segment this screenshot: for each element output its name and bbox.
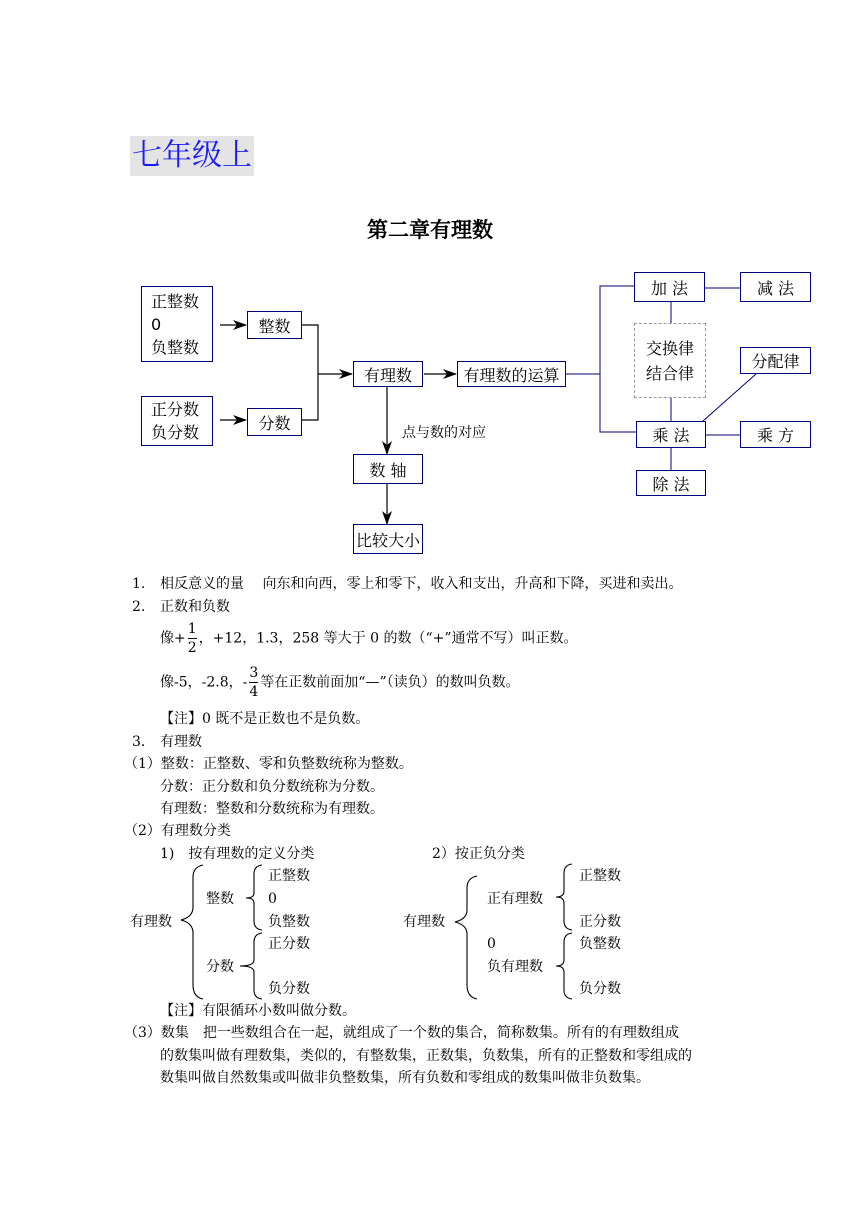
brace-neg-rational-2 xyxy=(556,933,572,999)
node-distributive: 分配律 xyxy=(740,347,811,374)
c1-integer: 整数 xyxy=(206,891,234,907)
sub-1-fractions: 分数：正分数和负分数统称为分数。 xyxy=(160,779,384,795)
c1-root: 有理数 xyxy=(130,914,172,930)
c2-neg-frac: 负分数 xyxy=(579,981,621,997)
note-finite-decimal: 【注】有限循环小数叫做分数。 xyxy=(160,1003,356,1019)
c2-neg-int: 负整数 xyxy=(579,936,621,952)
node-integer: 整数 xyxy=(247,311,302,339)
brace-rational-2 xyxy=(455,876,477,999)
c2-zero: 0 xyxy=(487,936,496,952)
node-commutative-label: 交换律 xyxy=(645,338,694,358)
node-neg-frac-label: 负分数 xyxy=(151,423,200,442)
note-zero: 【注】0 既不是正数也不是负数。 xyxy=(160,711,370,727)
item-3-text: 有理数 xyxy=(160,734,202,750)
c2-pos-frac: 正分数 xyxy=(579,914,621,930)
brace-pos-rational-2 xyxy=(556,864,572,930)
classification-1-heading: 1) 按有理数的定义分类 xyxy=(160,846,315,862)
node-subtract: 减 法 xyxy=(740,272,811,302)
node-pos-frac-label: 正分数 xyxy=(151,400,200,419)
node-neg-int-label: 负整数 xyxy=(151,337,200,357)
sub-1-integers: （1）整数：正整数、零和负整数统称为整数。 xyxy=(124,756,413,772)
c1-fraction: 分数 xyxy=(206,959,234,975)
chapter-title: 第二章有理数 xyxy=(367,218,493,242)
sub-3-line-2: 的数集叫做有理数集，类似的，有整数集，正数集，负数集，所有的正整数和零组成的 xyxy=(160,1048,692,1064)
item-1-text: 相反意义的量 向东和向西，零上和零下，收入和支出，升高和下降，买进和卖出。 xyxy=(160,576,683,592)
node-associative-label: 结合律 xyxy=(645,363,694,383)
node-fraction: 分数 xyxy=(247,408,302,436)
node-compare: 比较大小 xyxy=(353,524,423,554)
brace-rational-1 xyxy=(181,865,203,999)
node-rational: 有理数 xyxy=(353,361,423,387)
node-divide: 除 法 xyxy=(636,470,706,496)
node-number-line: 数 轴 xyxy=(353,454,423,484)
sub-1-rationals: 有理数：整数和分数统称为有理数。 xyxy=(160,801,384,817)
sub-2-heading: （2）有理数分类 xyxy=(124,823,231,839)
node-operations: 有理数的运算 xyxy=(457,361,566,387)
c2-root: 有理数 xyxy=(403,914,445,930)
grade-heading: 七年级上 xyxy=(130,136,254,176)
positive-number-line: 像+ $\frac{1}{2}$ ，+12，1.3，258 等大于 0 的数（“+”通常不写）叫正数。 xyxy=(160,621,578,656)
sub-3-line-3: 数集叫做自然数集或叫做非负整数集，所有负数和零组成的数集叫做非负数集。 xyxy=(160,1070,650,1086)
node-add: 加 法 xyxy=(634,272,705,302)
c1-neg-int: 负整数 xyxy=(268,914,310,930)
node-multiply: 乘 法 xyxy=(636,421,706,448)
fraction-one-half: $\frac{1}{2}$ xyxy=(187,621,197,656)
item-1-number: 1. xyxy=(132,576,146,592)
node-zero-label: 0 xyxy=(151,314,162,334)
item-2-text: 正数和负数 xyxy=(160,599,230,615)
item-2-number: 2. xyxy=(132,599,146,615)
node-pos-int-label: 正整数 xyxy=(151,291,200,311)
item-3-number: 3. xyxy=(132,734,146,750)
brace-fraction-1 xyxy=(240,933,262,999)
negative-number-line: 像-5，-2.8，- $\frac{3}{4}$ 等在正数前面加“—”（读负）的数叫负数。 xyxy=(160,665,520,700)
classification-2-heading: 2）按正负分类 xyxy=(432,846,525,862)
c1-pos-frac: 正分数 xyxy=(268,936,310,952)
node-power: 乘 方 xyxy=(740,421,811,448)
c1-pos-int: 正整数 xyxy=(268,868,310,884)
c1-zero: 0 xyxy=(268,891,277,907)
c2-pos-rational: 正有理数 xyxy=(487,891,543,907)
c2-pos-int: 正整数 xyxy=(579,868,621,884)
sub-3-line-1: （3）数集 把一些数组合在一起，就组成了一个数的集合，简称数集。所有的有理数组成 xyxy=(124,1025,679,1041)
fraction-three-quarters: $\frac{3}{4}$ xyxy=(249,665,259,700)
c1-neg-frac: 负分数 xyxy=(268,981,310,997)
brace-integer-1 xyxy=(246,865,262,930)
edge-label-correspondence: 点与数的对应 xyxy=(402,425,486,441)
c2-neg-rational: 负有理数 xyxy=(487,959,543,975)
